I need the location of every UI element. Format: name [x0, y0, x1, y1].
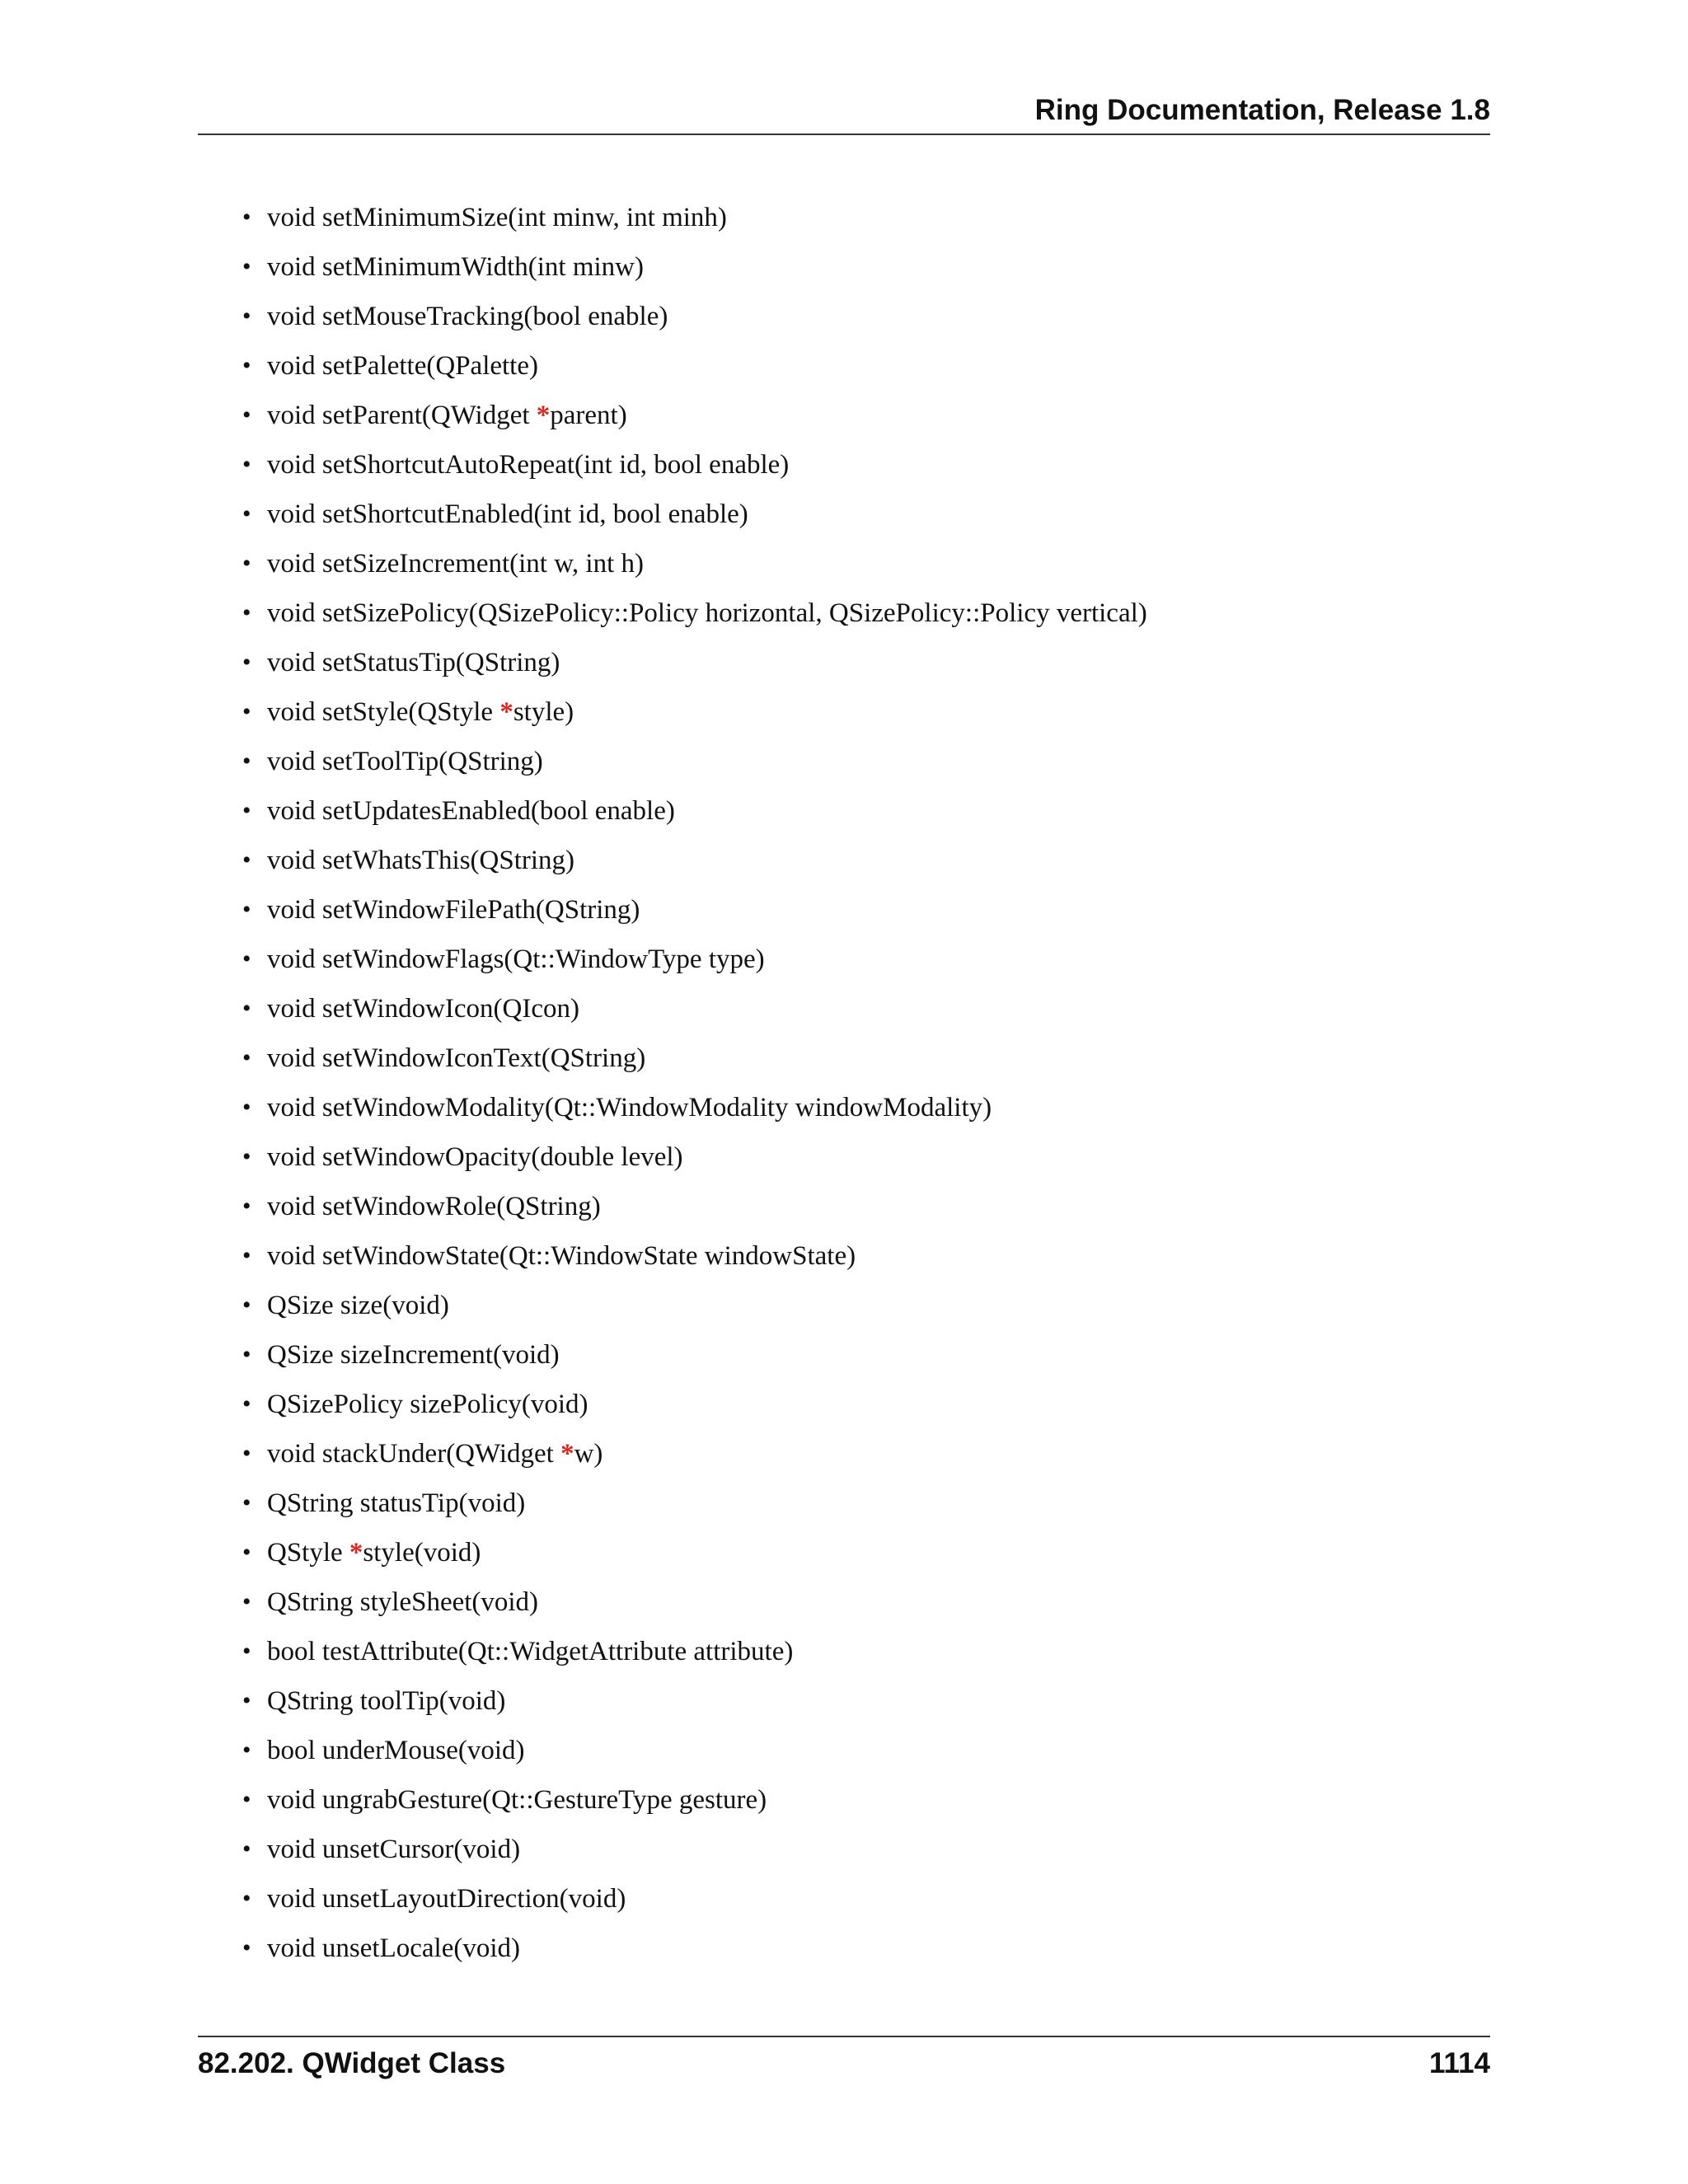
pointer-asterisk: *: [560, 1439, 574, 1469]
list-item: [242, 198, 1147, 247]
method-signature-text: void setPalette(QPalette): [267, 351, 538, 381]
list-item: [242, 247, 1147, 297]
bullet-icon: •: [242, 401, 251, 429]
pointer-asterisk: *: [349, 1538, 363, 1568]
list-item: [242, 1137, 1147, 1187]
method-signature-text: void setUpdatesEnabled(bool enable): [267, 796, 675, 826]
list-item: [242, 1385, 1147, 1434]
bullet-icon: •: [242, 1588, 251, 1615]
list-item: [242, 692, 1147, 742]
list-item: [242, 1632, 1147, 1681]
method-signature-text-tail: parent): [550, 401, 627, 430]
method-signature-text: void setWindowRole(QString): [267, 1192, 601, 1221]
footer-page-number: 1114: [1429, 2047, 1490, 2079]
list-item: [242, 1335, 1147, 1385]
page-header: [198, 92, 1490, 135]
list-item: [242, 989, 1147, 1038]
bullet-icon: •: [242, 649, 251, 676]
bullet-icon: •: [242, 550, 251, 577]
method-signature-text: void setShortcutEnabled(int id, bool enable): [267, 499, 748, 529]
bullet-icon: •: [242, 1885, 251, 1912]
bullet-icon: •: [242, 451, 251, 478]
bullet-icon: •: [242, 1094, 251, 1121]
method-signature-text: void setWindowIconText(QString): [267, 1043, 646, 1073]
page-footer: [198, 2036, 1490, 2087]
list-item: [242, 1483, 1147, 1533]
bullet-icon: •: [242, 896, 251, 923]
method-signature-text: void setWindowOpacity(double level): [267, 1142, 683, 1172]
method-signature-text-tail: w): [574, 1439, 603, 1469]
bullet-icon: •: [242, 945, 251, 972]
method-signature-text: void setWindowFilePath(QString): [267, 895, 640, 925]
bullet-icon: •: [242, 748, 251, 775]
bullet-icon: •: [242, 599, 251, 626]
bullet-icon: •: [242, 500, 251, 527]
bullet-icon: •: [242, 1044, 251, 1071]
list-item: [242, 297, 1147, 346]
bullet-icon: •: [242, 995, 251, 1022]
bullet-icon: •: [242, 1638, 251, 1665]
list-item: [242, 1582, 1147, 1632]
method-signature-text: void setMinimumWidth(int minw): [267, 252, 644, 282]
bullet-icon: •: [242, 1736, 251, 1764]
list-item: [242, 445, 1147, 494]
list-item: [242, 1533, 1147, 1582]
list-item: [242, 940, 1147, 989]
list-item: [242, 1187, 1147, 1236]
method-signature-text: QSize size(void): [267, 1291, 449, 1320]
method-signature-text: bool underMouse(void): [267, 1736, 525, 1765]
method-signature-text: void setWindowIcon(QIcon): [267, 994, 579, 1024]
method-list: [242, 198, 1147, 1978]
bullet-icon: •: [242, 302, 251, 330]
method-signature-text: QString styleSheet(void): [267, 1587, 539, 1617]
list-item: [242, 396, 1147, 445]
list-item: [242, 1681, 1147, 1731]
list-item: [242, 890, 1147, 940]
method-signature-text: QSize sizeIncrement(void): [267, 1340, 560, 1370]
footer-section-title: 82.202. QWidget Class: [198, 2047, 506, 2079]
bullet-icon: •: [242, 1291, 251, 1319]
list-item: [242, 1038, 1147, 1088]
list-item: [242, 1088, 1147, 1137]
bullet-icon: •: [242, 1242, 251, 1269]
method-signature-text: void setWindowFlags(Qt::WindowType type): [267, 944, 765, 974]
bullet-icon: •: [242, 797, 251, 824]
bullet-icon: •: [242, 1835, 251, 1863]
method-signature-text: void setStyle(QStyle: [267, 697, 500, 727]
method-signature-text: void setSizeIncrement(int w, int h): [267, 549, 644, 579]
method-signature-text: void setMouseTracking(bool enable): [267, 302, 668, 331]
bullet-icon: •: [242, 1489, 251, 1516]
method-signature-text: void setSizePolicy(QSizePolicy::Policy horizontal, QSizePolicy::Policy vertical): [267, 598, 1147, 628]
bullet-icon: •: [242, 352, 251, 379]
bullet-icon: •: [242, 1539, 251, 1566]
method-signature-text: void setMinimumSize(int minw, int minh): [267, 203, 727, 232]
method-signature-text: void unsetLocale(void): [267, 1933, 520, 1963]
method-signature-text: void setStatusTip(QString): [267, 648, 560, 677]
list-item: [242, 1731, 1147, 1780]
method-signature-text: bool testAttribute(Qt::WidgetAttribute attribute): [267, 1637, 794, 1666]
list-item: [242, 1434, 1147, 1483]
list-item: [242, 791, 1147, 841]
list-item: [242, 1929, 1147, 1978]
method-signature-text: QStyle: [267, 1538, 349, 1568]
bullet-icon: •: [242, 1390, 251, 1418]
bullet-icon: •: [242, 1440, 251, 1467]
method-signature-text: QString statusTip(void): [267, 1488, 526, 1518]
bullet-icon: •: [242, 204, 251, 231]
list-item: [242, 643, 1147, 692]
method-signature-text: void unsetLayoutDirection(void): [267, 1884, 626, 1914]
list-item: [242, 742, 1147, 791]
bullet-icon: •: [242, 1341, 251, 1368]
bullet-icon: •: [242, 1786, 251, 1813]
list-item: [242, 841, 1147, 890]
method-signature-text: QSizePolicy sizePolicy(void): [267, 1390, 588, 1419]
bullet-icon: •: [242, 1687, 251, 1714]
method-signature-text-tail: style(void): [363, 1538, 481, 1568]
method-signature-text: QString toolTip(void): [267, 1686, 506, 1716]
pointer-asterisk: *: [499, 697, 513, 727]
method-signature-text: void unsetCursor(void): [267, 1835, 521, 1864]
list-item: [242, 1286, 1147, 1335]
bullet-icon: •: [242, 1143, 251, 1170]
list-item: [242, 1780, 1147, 1830]
list-item: [242, 346, 1147, 396]
method-signature-text: void setWindowState(Qt::WindowState windowState): [267, 1241, 856, 1271]
bullet-icon: •: [242, 846, 251, 874]
bullet-icon: •: [242, 698, 251, 725]
method-signature-text: void ungrabGesture(Qt::GestureType gesture): [267, 1785, 767, 1815]
method-signature-text: void setShortcutAutoRepeat(int id, bool enable): [267, 450, 790, 480]
header-title: Ring Documentation, Release 1.8: [1034, 94, 1490, 126]
bullet-icon: •: [242, 1193, 251, 1220]
method-signature-text: void setParent(QWidget: [267, 401, 537, 430]
list-item: [242, 494, 1147, 544]
list-item: [242, 1879, 1147, 1929]
list-item: [242, 593, 1147, 643]
method-signature-text: void setToolTip(QString): [267, 747, 543, 776]
method-signature-text: void setWindowModality(Qt::WindowModality windowModality): [267, 1093, 992, 1122]
pointer-asterisk: *: [536, 401, 551, 430]
method-signature-text: void stackUnder(QWidget: [267, 1439, 561, 1469]
list-item: [242, 1830, 1147, 1879]
method-signature-text-tail: style): [513, 697, 574, 727]
list-item: [242, 1236, 1147, 1286]
list-item: [242, 544, 1147, 593]
method-signature-text: void setWhatsThis(QString): [267, 846, 575, 875]
bullet-icon: •: [242, 253, 251, 280]
bullet-icon: •: [242, 1934, 251, 1961]
